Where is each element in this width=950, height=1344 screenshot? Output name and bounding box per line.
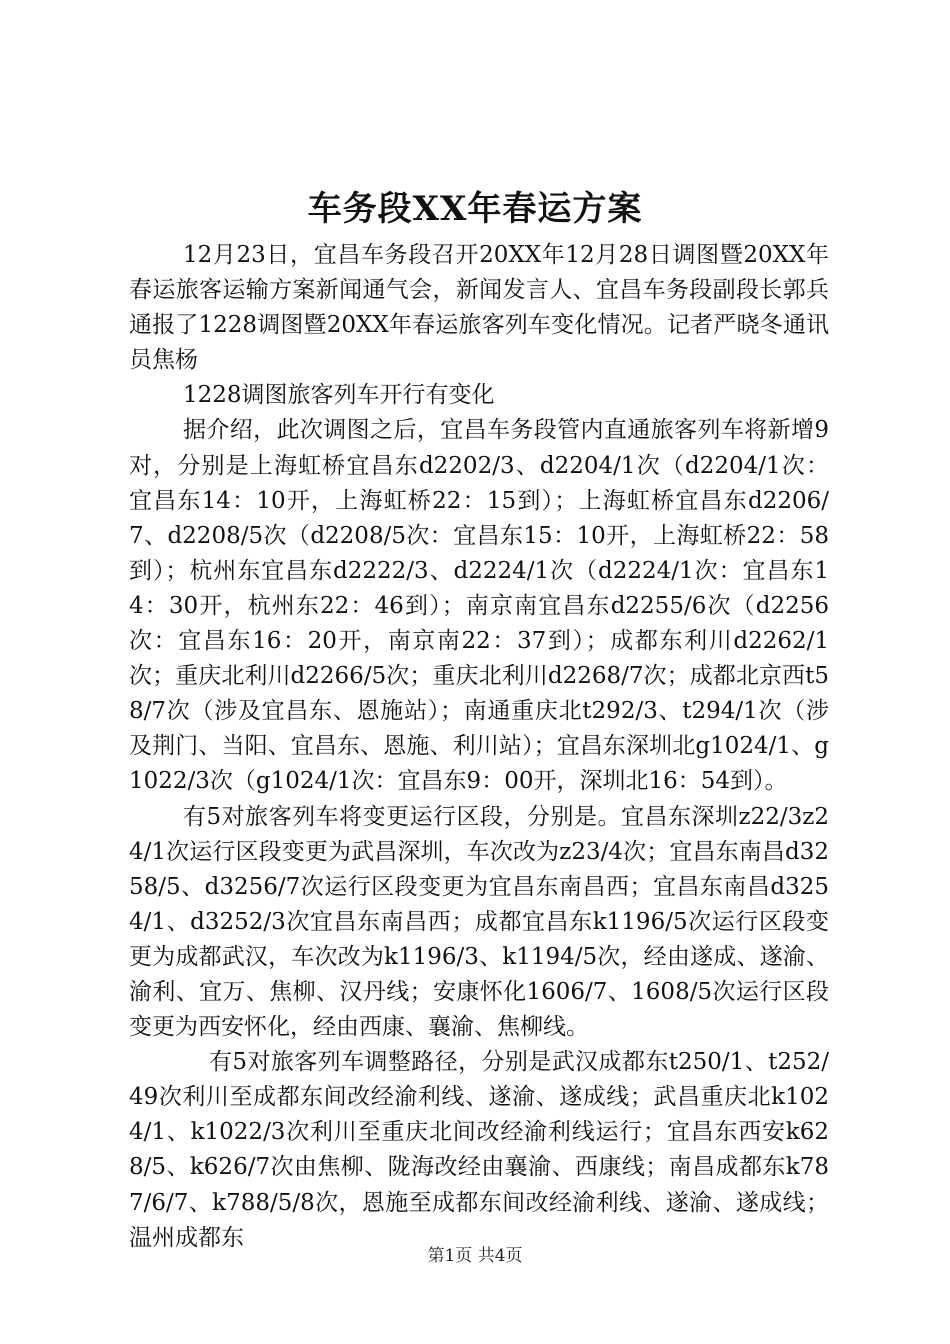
document-title: 车务段XX年春运方案 — [307, 189, 643, 229]
paragraph-intro: 12月23日，宜昌车务段召开20XX年12月28日调图暨20XX年春运旅客运输方案新闻通气会，新闻发言人、宜昌车务段副段长郭兵通报了1228调图暨20XX年春运旅客列车变化情况。记者严晓冬通讯员焦杨 — [129, 242, 829, 374]
document-body — [129, 238, 829, 1256]
paragraph-path-adjustments: 有5对旅客列车调整路径，分别是武汉成都东t250/1、t252/49次利川至成都东间改经渝利线、遂渝、遂成线；武昌重庆北k1024/1、k1022/3次利川至重庆北间改经渝利线运行；宜昌东西安k628/5、k626/7次由焦柳、陇海改经由襄渝、西康线；南昌成都东k787/6/7、k788/5/8次，恩施至成都东间改经渝利线、遂渝、遂成线；温州成都东 — [129, 1049, 829, 1251]
page-footer: 第1页 共4页 — [427, 1246, 523, 1266]
paragraph-new-trains: 据介绍，此次调图之后，宜昌车务段管内直通旅客列车将新增9对，分别是上海虹桥宜昌东d2202/3、d2204/1次（d2204/1次：宜昌东14：10开，上海虹桥22：15到）；上海虹桥宜昌东d2206/7、d2208/5次（d2208/5次：宜昌东15：10开，上海虹桥22：58到）；杭州东宜昌东d2222/3、d2224/1次（d2224/1次：宜昌东14：30开，杭州东22：46到）；南京南宜昌东d2255/6次（d2256次：宜昌东16：20开，南京南22：37到）；成都东利川d2262/1次；重庆北利川d2266/5次；重庆北利川d2268/7次；成都北京西t58/7次（涉及宜昌东、恩施站）；南通重庆北t292/3、t294/1次（涉及荆门、当阳、宜昌东、恩施、利川站）；宜昌东深圳北g1024/1、g1022/3次（g1024/1次：宜昌东9：00开，深圳北16：54到）。 — [129, 417, 829, 795]
paragraph-route-section-changes: 有5对旅客列车将变更运行区段，分别是。宜昌东深圳z22/3z24/1次运行区段变更为武昌深圳，车次改为z23/4次；宜昌东南昌d3258/5、d3256/7次运行区段变更为宜昌东南昌西；宜昌东南昌d3254/1、d3252/3次宜昌东南昌西；成都宜昌东k1196/5次运行区段变更为成都武汉，车次改为k1196/3、k1194/5次，经由遂成、遂渝、渝利、宜万、焦柳、汉丹线；安康怀化1606/7、1608/5次运行区段变更为西安怀化，经由西康、襄渝、焦柳线。 — [129, 803, 829, 1041]
paragraph-subheading: 1228调图旅客列车开行有变化 — [183, 382, 495, 409]
